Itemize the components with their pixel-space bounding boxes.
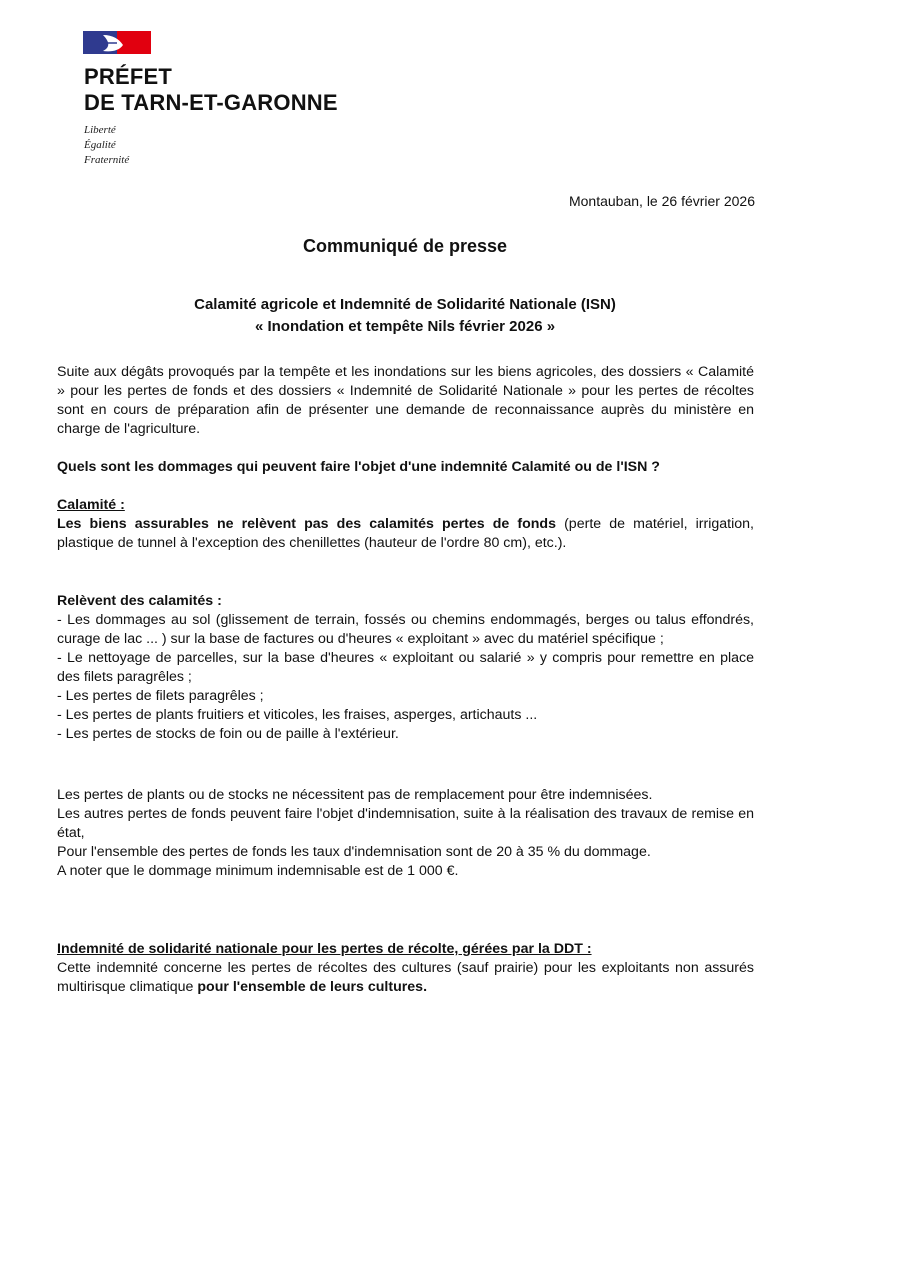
- note-line: Pour l'ensemble des pertes de fonds les taux d'indemnisation sont de 20 à 35 % du dommage.: [57, 844, 651, 860]
- calamite-bold: Les biens assurables ne relèvent pas des calamités pertes de fonds: [57, 516, 556, 532]
- motto-liberte: Liberté: [84, 124, 116, 136]
- list-item: - Les dommages au sol (glissement de terrain, fossés ou chemins endommagés, berges ou talus effondrés, curage de lac ... ) sur la base de factures ou d'heures « exploitant » avec du matériel spécifique ;: [57, 612, 754, 647]
- note-line: A noter que le dommage minimum indemnisable est de 1 000 €.: [57, 863, 459, 879]
- notes-section: [57, 786, 754, 881]
- isn-text-main: Cette indemnité concerne les pertes de récoltes des cultures (sauf prairie) pour les exploitants non assurés multirisque climatique: [57, 960, 754, 995]
- page-title: Communiqué de presse: [302, 236, 508, 256]
- relevent-section: [57, 592, 754, 744]
- prefet-line1: PRÉFET: [84, 64, 172, 89]
- subtitle-line1: Calamité agricole et Indemnité de Solidarité Nationale (ISN): [194, 296, 616, 313]
- relevent-heading: Relèvent des calamités :: [57, 593, 222, 609]
- motto-fraternite: Fraternité: [84, 154, 130, 166]
- intro-text: Suite aux dégâts provoqués par la tempête et les inondations sur les biens agricoles, des dossiers « Calamité » pour les pertes de fonds et des dossiers « Indemnité de Solidarité Nationale » pour les pertes de récoltes sont en cours de préparation afin de présenter une demande de reconnaissance auprès du ministère en charge de l'agriculture.: [57, 364, 754, 437]
- isn-text: [57, 959, 754, 997]
- prefet-line2: DE TARN-ET-GARONNE: [84, 90, 338, 115]
- prefet-title: [84, 64, 338, 116]
- motto-egalite: Égalité: [84, 139, 116, 151]
- calamite-rest: (perte de matériel, irrigation, plastique de tunnel à l'exception des chenillettes (hauteur de l'ordre 80 cm), etc.).: [57, 516, 754, 551]
- note-line: Les pertes de plants ou de stocks ne nécessitent pas de remplacement pour être indemnisées.: [57, 787, 653, 803]
- marianne-logo: [83, 31, 151, 54]
- subtitle-line2: « Inondation et tempête Nils février 2026 »: [254, 318, 556, 335]
- list-item: - Les pertes de plants fruitiers et viticoles, les fraises, asperges, artichauts ...: [57, 707, 538, 723]
- question-text: Quels sont les dommages qui peuvent faire l'objet d'une indemnité Calamité ou de l'ISN ?: [57, 459, 660, 475]
- subtitle: [0, 294, 810, 338]
- calamite-heading: Calamité :: [57, 497, 125, 513]
- list-item: - Les pertes de stocks de foin ou de paille à l'extérieur.: [57, 726, 399, 742]
- list-item: - Le nettoyage de parcelles, sur la base d'heures « exploitant ou salarié » y compris pour remettre en place des filets paragrêles ;: [57, 650, 754, 685]
- intro-paragraph: [57, 363, 754, 439]
- isn-section: [57, 940, 754, 997]
- date-line: Montauban, le 26 février 2026: [568, 193, 755, 209]
- isn-heading: Indemnité de solidarité nationale pour les pertes de récolte, gérées par la DDT :: [57, 941, 592, 957]
- isn-text-bold: pour l'ensemble de leurs cultures.: [197, 979, 428, 995]
- calamite-text: [57, 515, 754, 553]
- calamite-section: [57, 496, 754, 553]
- list-item: - Les pertes de filets paragrêles ;: [57, 688, 264, 704]
- note-line: Les autres pertes de fonds peuvent faire l'objet d'indemnisation, suite à la réalisation des travaux de remise en état,: [57, 806, 754, 841]
- question-heading: [57, 458, 754, 477]
- republic-motto: [84, 123, 129, 168]
